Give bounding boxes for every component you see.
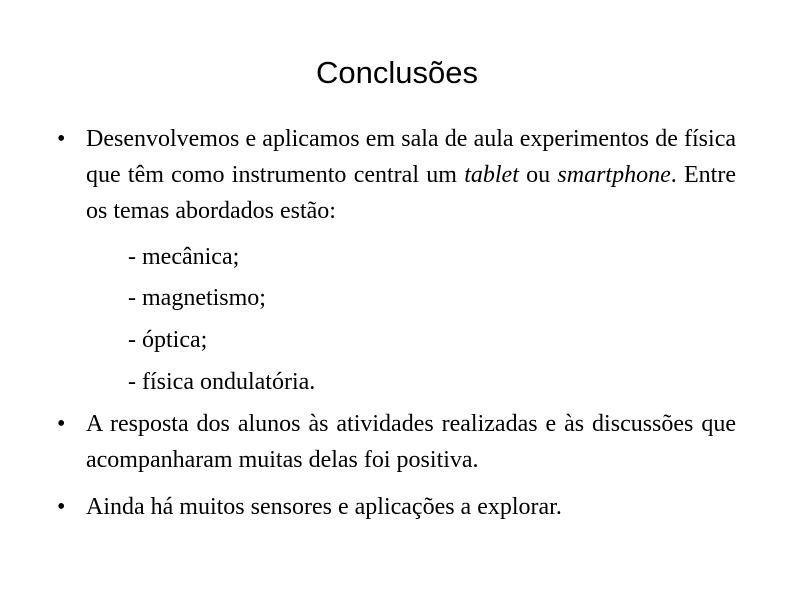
bullet-text-part: Desenvolvemos e aplicamos em sala de aula experimentos de física que têm como instrumento central um [86,126,736,188]
bullet-marker: • [57,126,66,152]
topic-item: - óptica; [128,327,208,353]
bullet-text-part: . Entre os temas abordados estão: [86,162,736,224]
bullet-text: Ainda há muitos sensores e aplicações a explorar. [86,494,562,520]
bullet-marker: • [57,494,66,520]
bullet-item-future-sensors [57,489,736,525]
topic-item: - magnetismo; [128,285,266,311]
bullet-text-part: ou [518,162,558,188]
bullet-item-student-response [57,406,736,478]
italic-term-tablet: tablet [464,162,519,188]
bullet-marker: • [57,411,66,437]
topic-item: - mecânica; [128,244,240,270]
italic-term-smartphone: smartphone [557,162,671,188]
bullet-item-experiments [57,121,736,229]
slide-title: Conclusões [316,55,478,90]
topic-item: - física ondulatória. [128,369,316,395]
bullet-text: A resposta dos alunos às atividades realizadas e às discussões que acompanharam muitas delas foi positiva. [86,411,736,473]
